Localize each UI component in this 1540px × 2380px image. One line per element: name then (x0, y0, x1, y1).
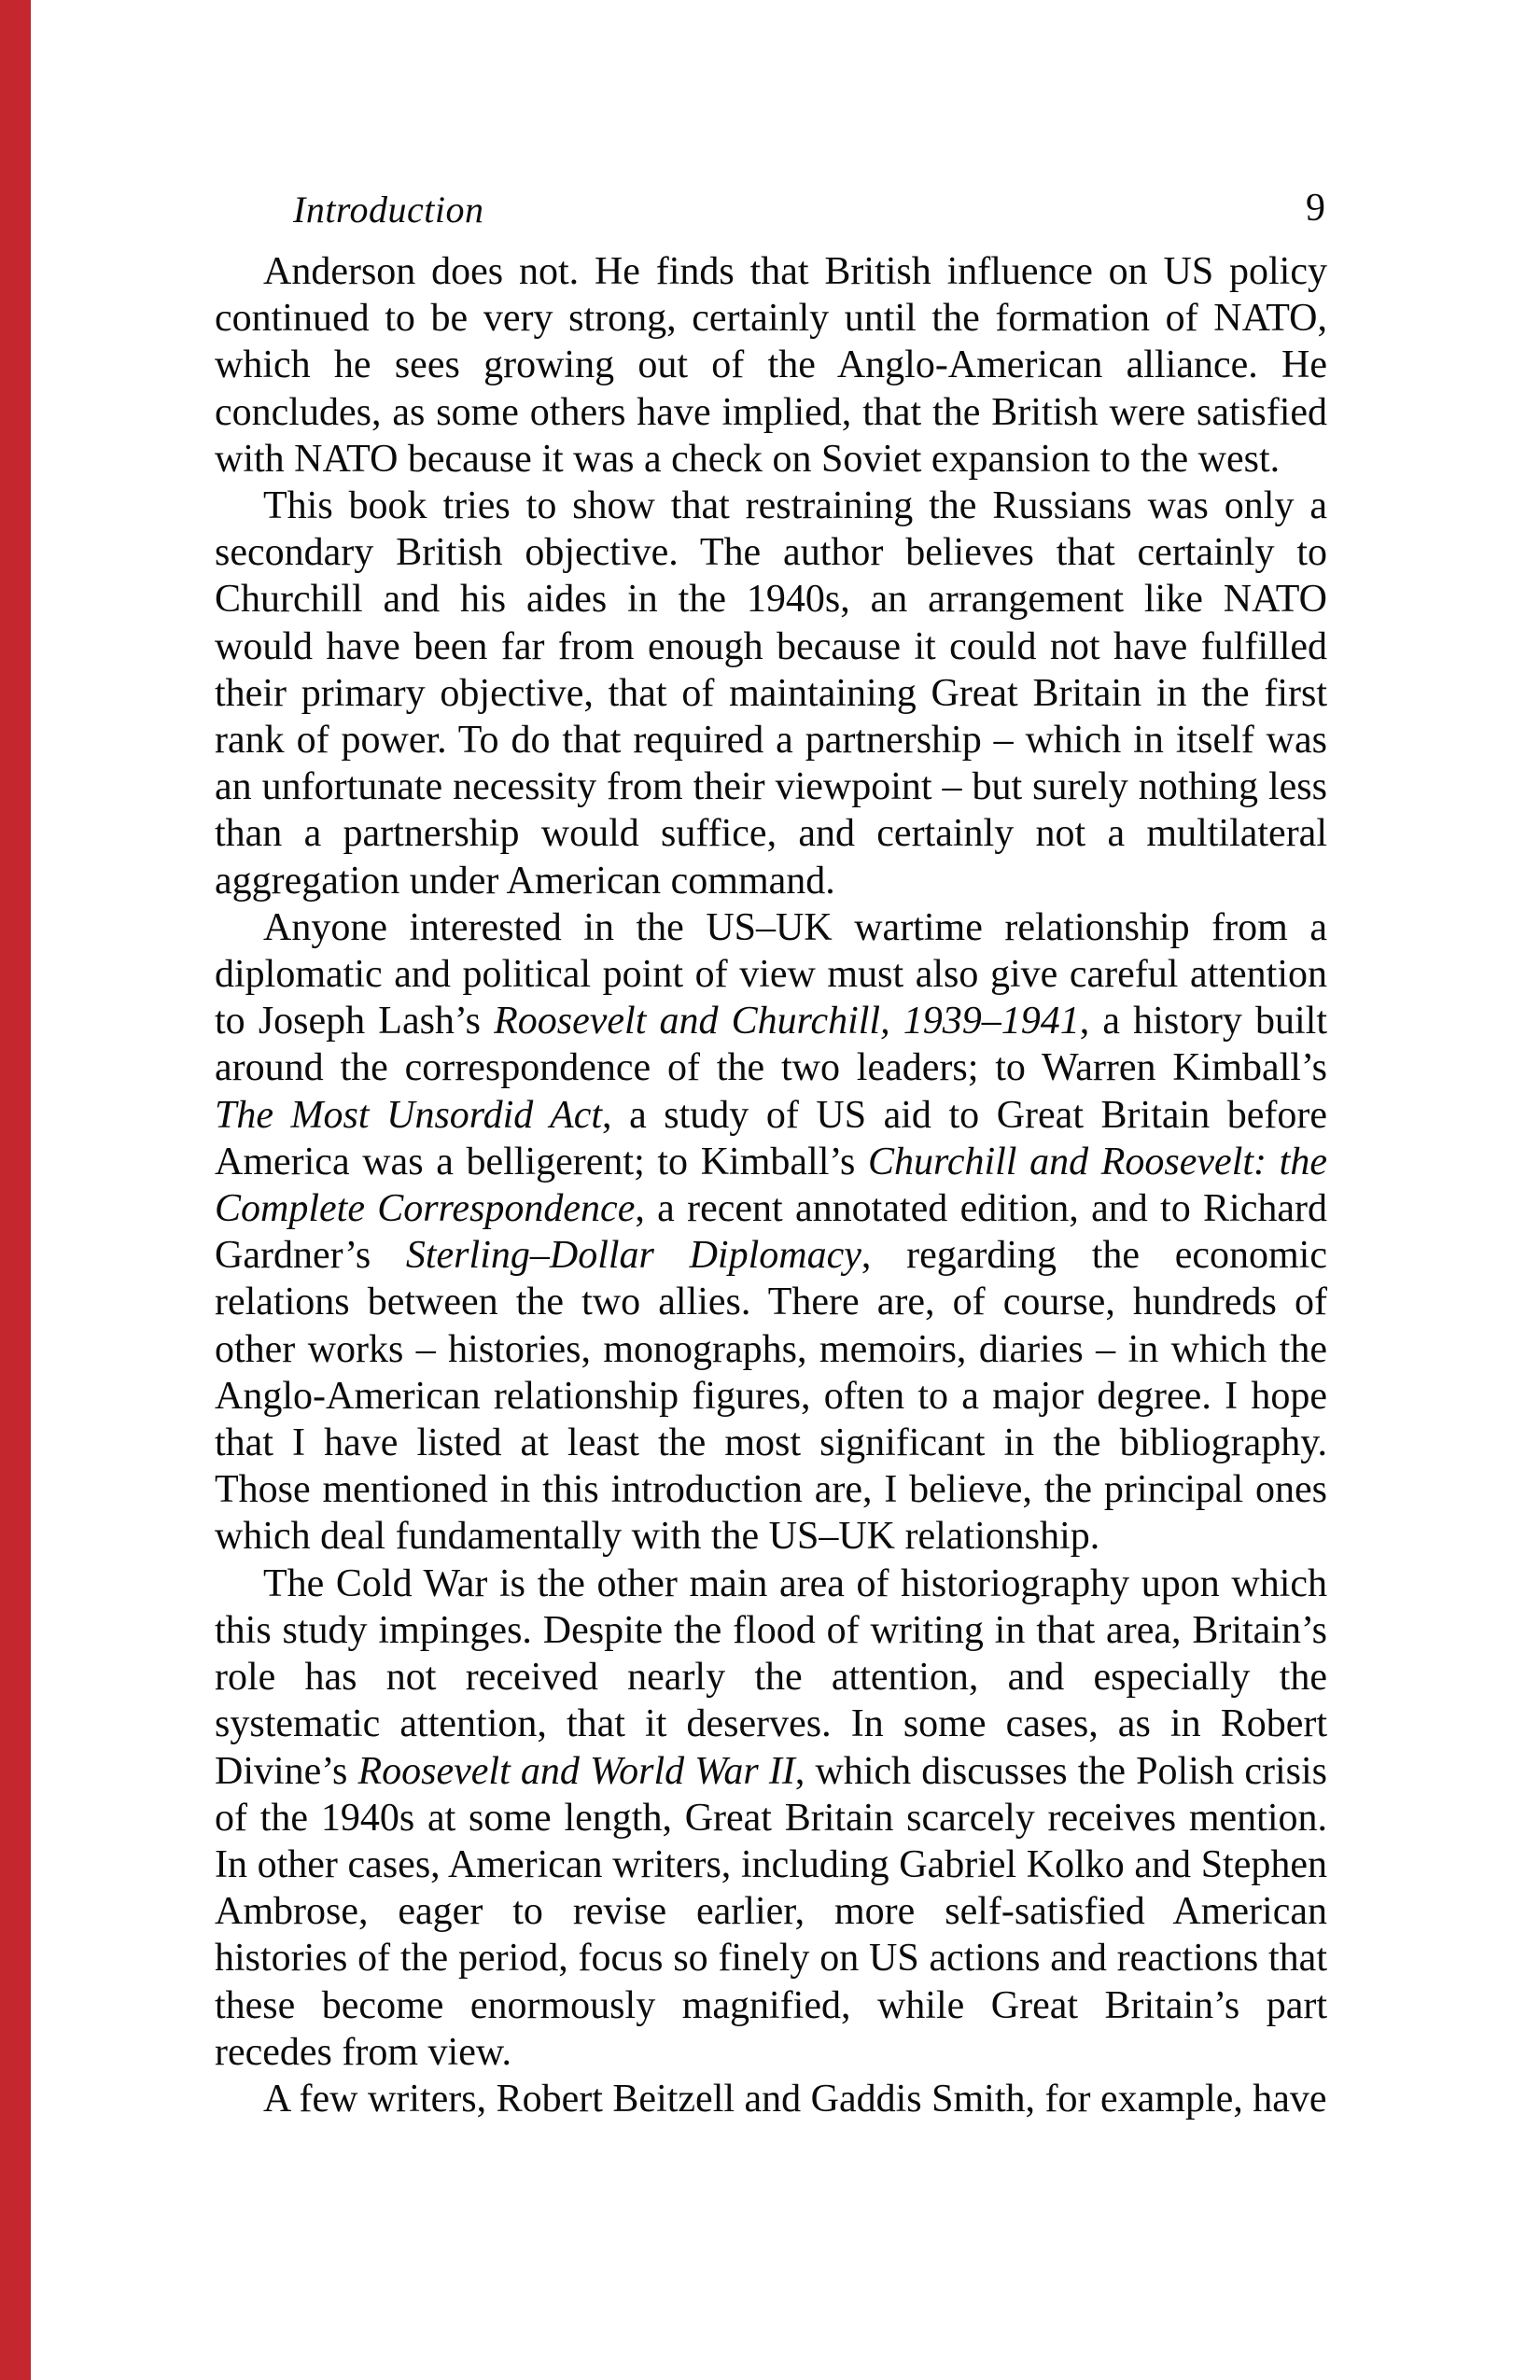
running-header-title: Introduction (293, 189, 484, 231)
body-text-run: , regarding the economic relations between the two allies. There are, of course, hundreds of other works – histories, monographs, memoirs, diaries – in which the Anglo-American relationship figures, often to a major degree. I hope that I have listed at least the most significant in the bibliography. Those mentioned in this introduction are, I believe, the principal ones which deal fundamentally with the US–UK relationship. (215, 1234, 1327, 1559)
paragraph (215, 904, 1327, 1561)
body-text-run: , a study of US aid to Great Britain before America was a belligerent; to Kimball’s (215, 1093, 1328, 1183)
book-title-italic: Sterling–Dollar Diplomacy (405, 1234, 861, 1278)
page-body (215, 248, 1327, 2122)
body-text-run: , which discusses the Polish crisis of the 1940s at some length, Great Britain scarcely receives mention. In other cases, American writers, including Gabriel Kolko and Stephen Ambrose, eager to revise earlier, more self-satisfied American histories of the period, focus so finely on US actions and reactions that these become enormously magnified, while Great Britain’s part recedes from view. (215, 1749, 1328, 2074)
book-title-italic: Churchill and Roosevelt: the Complete Correspondence (215, 1140, 1327, 1231)
book-title-italic: Roosevelt and World War II (357, 1749, 795, 1793)
book-title-italic: Roosevelt and Churchill, 1939–1941 (494, 1000, 1080, 1043)
book-spine-edge (0, 0, 31, 2380)
body-text-run: , a history built around the correspondence of the two leaders; to Warren Kimball’s (215, 1000, 1327, 1090)
page-text-block (215, 189, 1327, 2122)
book-title-italic: The Most Unsordid Act (215, 1093, 603, 1137)
paragraph (215, 2076, 1327, 2122)
paragraph (215, 483, 1327, 904)
paragraph (215, 248, 1327, 483)
running-header (215, 189, 1327, 231)
body-text-run: Anyone interested in the US–UK wartime relationship from a diplomatic and political point of view must also give careful attention to Joseph Lash’s (215, 905, 1327, 1043)
paragraph (215, 1561, 1327, 2076)
body-text-run: , a recent annotated edition, and to Richard Gardner’s (215, 1187, 1327, 1278)
body-text-run: This book tries to show that restraining the Russians was only a secondary British objective. The author believes that certainly to Churchill and his aides in the 1940s, an arrangement like NATO would have been far from enough because it could not have fulfilled their primary objective, that of maintaining Great Britain in the first rank of power. To do that required a partnership – which in itself was an unfortunate necessity from their viewpoint – but surely nothing less than a partnership would suffice, and certainly not a multilateral aggregation under American command. (215, 484, 1327, 903)
page-number: 9 (1306, 187, 1325, 230)
body-text-run: Anderson does not. He finds that British influence on US policy continued to be very strong, certainly until the formation of NATO, which he sees growing out of the Anglo-American alliance. He concludes, as some others have implied, that the British were satisfied with NATO because it was a check on Soviet expansion to the west. (215, 250, 1327, 481)
body-text-run: The Cold War is the other main area of historiography upon which this study impinges. Despite the flood of writing in that area, Britain’s role has not received nearly the attention, and especially the systematic attention, that it deserves. In some cases, as in Robert Divine’s (215, 1561, 1327, 1793)
body-text-run: A few writers, Robert Beitzell and Gaddis Smith, for example, have (263, 2077, 1327, 2121)
